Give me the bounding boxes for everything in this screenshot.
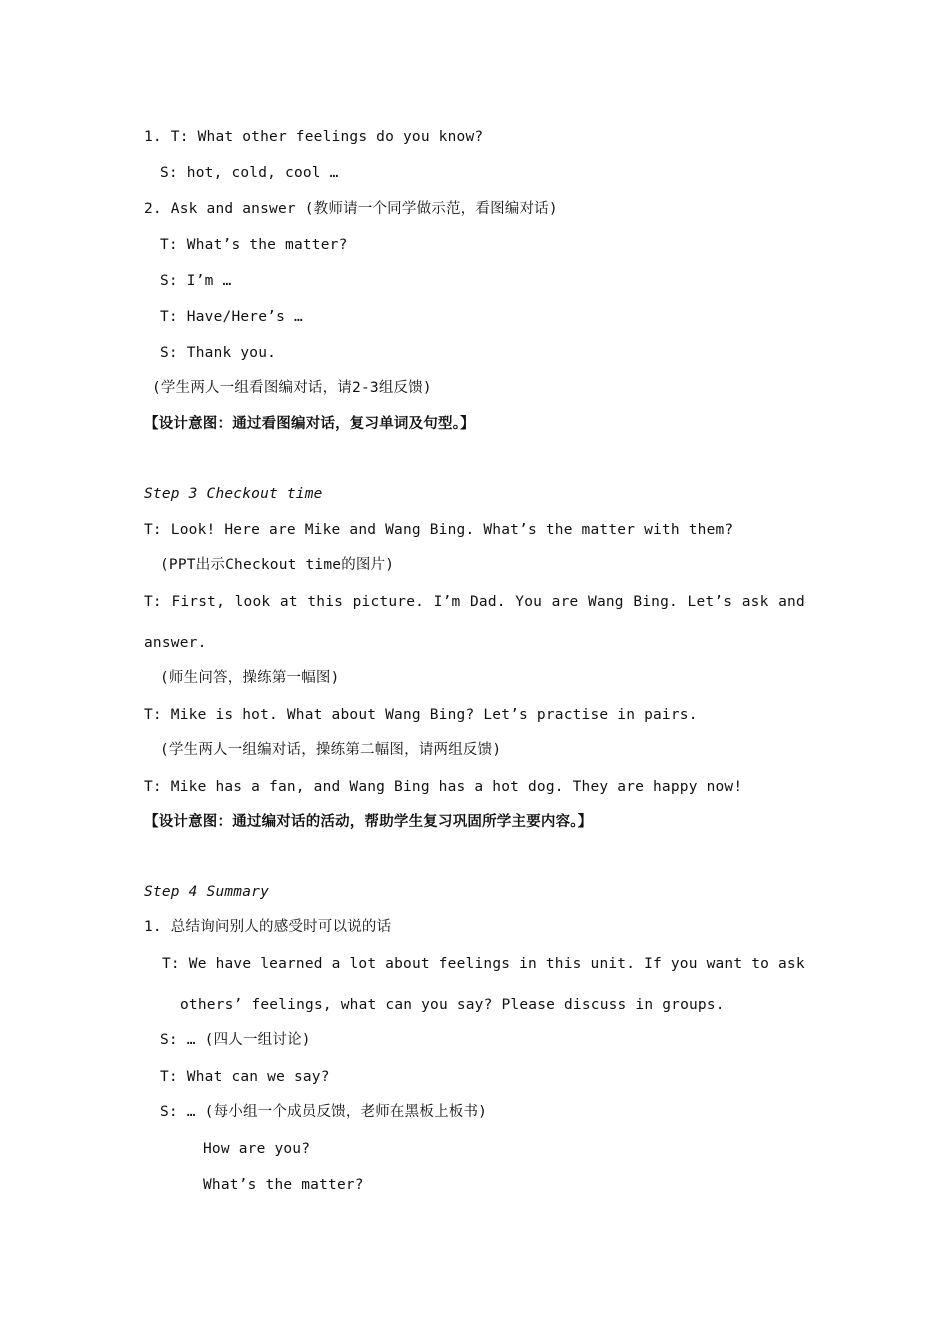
dialogue-line-continuation: answer. (144, 635, 207, 651)
word: ask (777, 956, 805, 972)
activity-note: (学生两人一组编对话，操练第二幅图，请两组反馈) (160, 742, 502, 758)
word: you (670, 956, 698, 972)
word: Bing. (633, 594, 678, 610)
dialogue-line: T: What can we say? (160, 1069, 330, 1085)
board-writing-line: What’s the matter? (203, 1177, 364, 1193)
activity-note: (PPT出示Checkout time的图片) (160, 557, 395, 573)
word: and (778, 594, 805, 610)
summary-item-1: 1. 总结询问别人的感受时可以说的话 (144, 919, 392, 935)
word: a (331, 956, 341, 972)
dialogue-line: T: Mike has a fan, and Wang Bing has a hot dog. They are happy now! (144, 779, 743, 795)
word: If (644, 956, 662, 972)
design-intent-note: 【设计意图：通过看图编对话，复习单词及句型。】 (144, 416, 475, 432)
dialogue-line: T: Look! Here are Mike and Wang Bing. What’s the matter with them? (144, 522, 734, 538)
word: ask (741, 594, 769, 610)
activity-note: (师生问答，操练第一幅图) (160, 670, 340, 686)
review-question-1: 1. T: What other feelings do you know? (144, 129, 484, 145)
word: T: (162, 956, 180, 972)
word: unit. (590, 956, 636, 972)
board-writing-line: How are you? (203, 1141, 311, 1157)
justified-dialogue-line (144, 592, 805, 612)
word: picture. (352, 594, 425, 610)
step-3-heading: Step 3 Checkout time (144, 486, 323, 502)
word: this (545, 956, 582, 972)
word: learned (260, 956, 323, 972)
dialogue-line-continuation: others’ feelings, what can you say? Please discuss in groups. (180, 997, 725, 1013)
dialogue-line: S: Thank you. (160, 345, 277, 361)
word: We (188, 956, 207, 972)
word: to (751, 956, 770, 972)
dialogue-line: T: Have/Here’s … (160, 309, 303, 325)
word: at (279, 594, 298, 610)
word: T: (144, 594, 162, 610)
dialogue-line: S: … (每小组一个成员反馈，老师在黑板上板书) (160, 1104, 488, 1120)
word: Wang (588, 594, 624, 610)
word: look (234, 594, 271, 610)
dialogue-line: S: I’m … (160, 273, 232, 289)
word: have (215, 956, 252, 972)
word: lot (349, 956, 377, 972)
review-answer-1: S: hot, cold, cool … (160, 165, 339, 181)
word: First, (171, 594, 226, 610)
activity-note: (学生两人一组看图编对话，请2-3组反馈) (152, 380, 432, 396)
word: are (551, 594, 579, 610)
dialogue-line: T: What’s the matter? (160, 237, 348, 253)
step-4-heading: Step 4 Summary (144, 884, 270, 900)
word: feelings (438, 956, 511, 972)
design-intent-note: 【设计意图：通过编对话的活动，帮助学生复习巩固所学主要内容。】 (144, 814, 593, 830)
justified-dialogue-line (162, 954, 805, 974)
dialogue-line: T: Mike is hot. What about Wang Bing? Let’s practise in pairs. (144, 707, 698, 723)
review-item-2: 2. Ask and answer (教师请一个同学做示范，看图编对话) (144, 201, 558, 217)
word: want (706, 956, 743, 972)
word: in (519, 956, 537, 972)
word: You (515, 594, 543, 610)
word: about (385, 956, 430, 972)
word: I’m (433, 594, 461, 610)
word: this (307, 594, 344, 610)
word: Dad. (470, 594, 506, 610)
word: Let’s (687, 594, 733, 610)
dialogue-line: S: … (四人一组讨论) (160, 1032, 311, 1048)
